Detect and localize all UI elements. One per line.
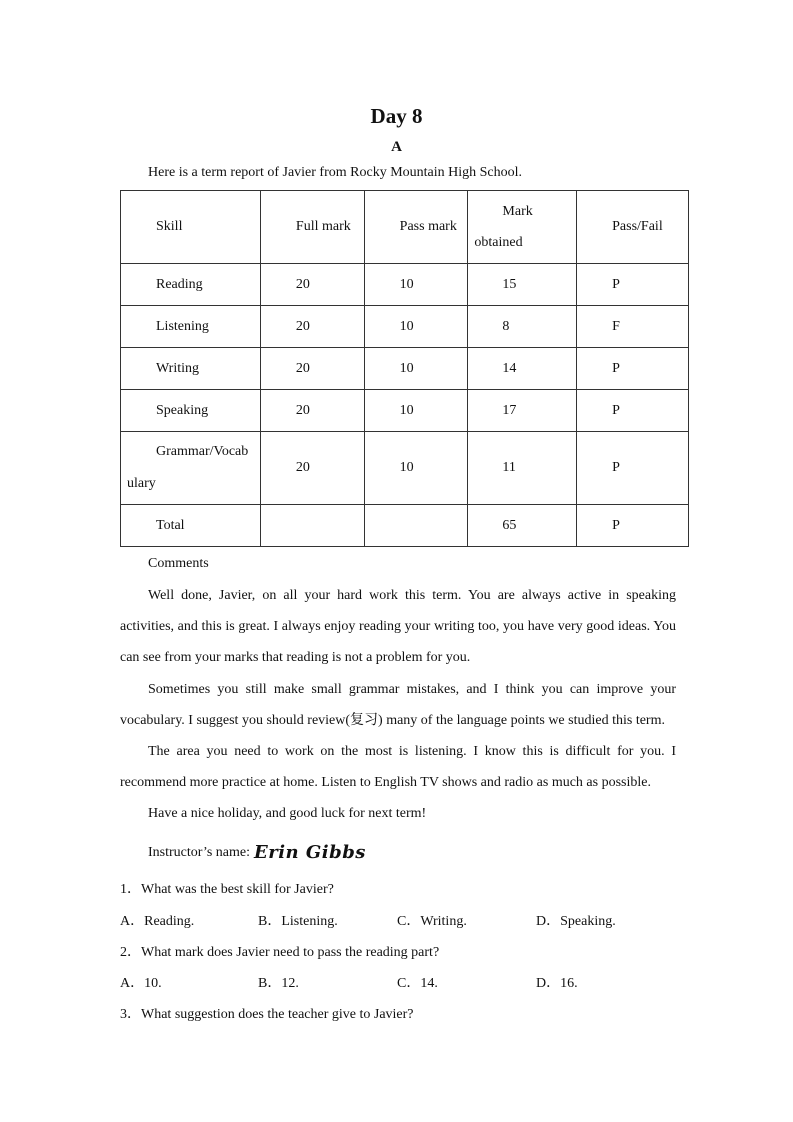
table-row (121, 432, 689, 505)
cell-obtained: 15 (468, 264, 577, 306)
q2-option-d: D．16. (536, 976, 578, 991)
comment-paragraph-1 (120, 580, 676, 673)
comment-p3-text: The area you need to work on the most is listening. I know this is difficult for you. I recommend more practice at home. Listen to English TV shows and radio as much as possible. (120, 744, 676, 790)
header-mark-line1: Mark (502, 204, 533, 219)
cell-pass-mark: 10 (364, 390, 468, 432)
header-mark-obtained (468, 191, 577, 264)
cell-pass-mark: 10 (364, 264, 468, 306)
question-2: 2．What mark does Javier need to pass the reading part? (120, 945, 440, 960)
header-full-mark: Full mark (260, 191, 364, 264)
cell-skill: Total (121, 505, 261, 547)
q1-option-c: C．Writing. (397, 914, 467, 929)
header-skill: Skill (121, 191, 261, 264)
cell-obtained: 14 (468, 348, 577, 390)
instructor-line (148, 842, 366, 863)
page-title: Day 8 (370, 104, 423, 128)
closing-line: Have a nice holiday, and good luck for next term! (148, 806, 427, 821)
cell-result: P (577, 505, 689, 547)
header-mark-line2: obtained (474, 235, 523, 250)
cell-result: P (577, 432, 689, 505)
table-row (121, 264, 689, 306)
question-3: 3．What suggestion does the teacher give to Javier? (120, 1007, 414, 1022)
cell-skill: Speaking (121, 390, 261, 432)
question-1: 1．What was the best skill for Javier? (120, 882, 334, 897)
cell-full-mark: 20 (260, 264, 364, 306)
comments-heading: Comments (148, 556, 209, 571)
cell-obtained: 11 (468, 432, 577, 505)
intro-text: Here is a term report of Javier from Rocky Mountain High School. (148, 165, 523, 180)
table-row (121, 390, 689, 432)
cell-result: F (577, 306, 689, 348)
q1-option-d: D．Speaking. (536, 914, 616, 929)
cell-skill (121, 432, 261, 505)
instructor-label: Instructor’s name: (148, 845, 250, 860)
cell-skill-line1: Grammar/Vocab (156, 444, 249, 459)
cell-skill: Reading (121, 264, 261, 306)
table-row (121, 348, 689, 390)
cell-pass-mark: 10 (364, 348, 468, 390)
comment-paragraph-3 (120, 736, 676, 798)
q1-option-b: B．Listening. (258, 914, 338, 929)
q2-option-c: C．14. (397, 976, 438, 991)
q2-option-a: A．10. (120, 976, 162, 991)
cell-full-mark: 20 (260, 390, 364, 432)
cell-result: P (577, 348, 689, 390)
table-row (121, 505, 689, 547)
table-row (121, 306, 689, 348)
cell-skill: Writing (121, 348, 261, 390)
cell-pass-mark: 10 (364, 432, 468, 505)
cell-full-mark (260, 505, 364, 547)
comment-paragraph-2 (120, 674, 676, 736)
header-pass-mark: Pass mark (364, 191, 468, 264)
table-header-row (121, 191, 689, 264)
comment-p1-text: Well done, Javier, on all your hard work this term. You are always active in speaking activities, and this is great. I always enjoy reading your writing too, you have very good ideas. You can see from your marks that reading is not a problem for you. (120, 588, 676, 665)
cell-obtained: 8 (468, 306, 577, 348)
cell-obtained: 65 (468, 505, 577, 547)
cell-full-mark: 20 (260, 306, 364, 348)
cell-pass-mark: 10 (364, 306, 468, 348)
instructor-signature: Erin Gibbs (254, 842, 366, 863)
cell-skill: Listening (121, 306, 261, 348)
cell-result: P (577, 264, 689, 306)
cell-full-mark: 20 (260, 432, 364, 505)
term-report-table (120, 190, 689, 547)
section-label: A (391, 139, 402, 155)
q1-option-a: A．Reading. (120, 914, 195, 929)
cell-pass-mark (364, 505, 468, 547)
cell-skill-line2: ulary (127, 476, 156, 491)
cell-obtained: 17 (468, 390, 577, 432)
cell-result: P (577, 390, 689, 432)
header-pass-fail: Pass/Fail (577, 191, 689, 264)
comment-p2-text: Sometimes you still make small grammar mistakes, and I think you can improve your vocabulary. I suggest you should review(复习) many of the language points we studied this term. (120, 682, 676, 728)
q2-option-b: B．12. (258, 976, 299, 991)
cell-full-mark: 20 (260, 348, 364, 390)
